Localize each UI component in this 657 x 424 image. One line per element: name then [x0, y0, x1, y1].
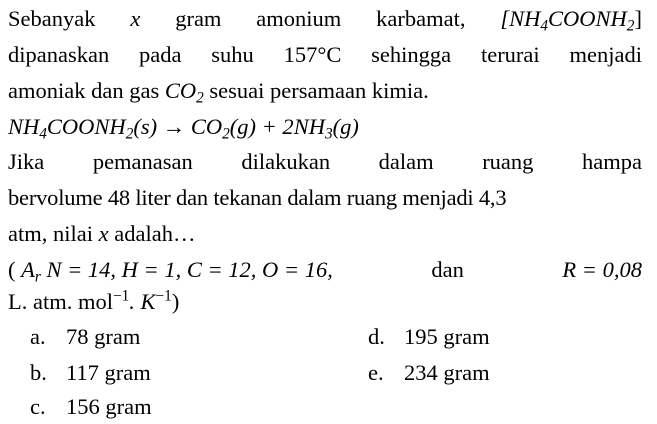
word: menjadi — [569, 42, 642, 67]
word: Sebanyak — [8, 6, 96, 31]
temperature: 157°C — [283, 42, 342, 67]
option-c[interactable]: c. 156 gram — [30, 394, 152, 419]
word-dan: dan — [431, 257, 464, 282]
word: pada — [139, 42, 182, 67]
co2-formula: $CO_2$ — [164, 78, 204, 107]
word: gram — [175, 6, 222, 31]
question-line-1 — [8, 2, 642, 36]
word: karbamat, — [376, 6, 466, 31]
word: suhu — [211, 42, 254, 67]
word: amonium — [256, 6, 342, 31]
compound-formula: $[NH_4COONH_2]$ — [500, 6, 642, 35]
question-line-3: amoniak dan gas $CO_2$ sesuai persamaan kimia. — [8, 78, 429, 107]
option-e[interactable]: e. 234 gram — [368, 360, 490, 385]
word: terurai — [480, 42, 540, 67]
reaction-equation: $NH_4COONH_2(s) \to CO_2(g) + 2NH_3(g)$ — [8, 114, 359, 143]
gas-constant: R = 0,08 — [562, 257, 642, 282]
atomic-mass-data — [8, 253, 642, 287]
word: dipanaskan — [8, 42, 110, 67]
gas-constant-unit: L. atm. mol$^{-1}$. $K^{-1}$) — [8, 287, 180, 314]
option-a[interactable]: a. 78 gram — [30, 324, 141, 349]
atomic-masses: ( $A_r$ N = 14, H = 1, C = 12, O = 16, — [8, 257, 333, 286]
question-line-2 — [8, 38, 642, 72]
question-line-5: Jika pemanasan dilakukan dalam ruang hampa — [8, 149, 642, 174]
option-d[interactable]: d. 195 gram — [368, 324, 490, 349]
option-b[interactable]: b. 117 gram — [30, 360, 151, 385]
variable-x: x — [130, 6, 141, 31]
question-line-6: bervolume 48 liter dan tekanan dalam ruang menjadi 4,3 — [8, 185, 507, 210]
question-line-7: atm, nilai x adalah… — [8, 221, 196, 246]
word: sehingga — [371, 42, 452, 67]
